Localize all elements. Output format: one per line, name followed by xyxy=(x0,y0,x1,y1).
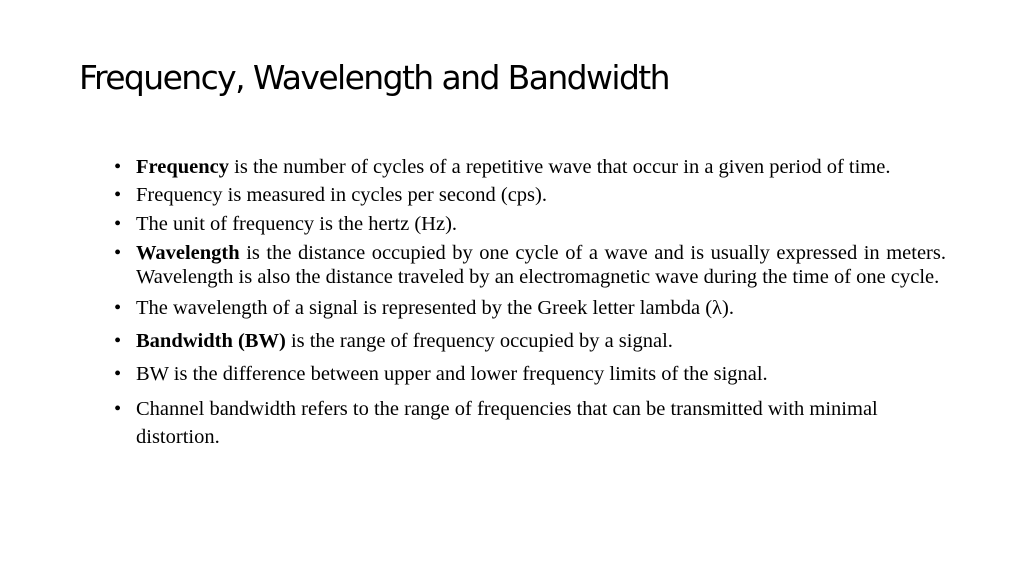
bullet-item-frequency-unit xyxy=(114,212,946,236)
bullet-text: The wavelength of a signal is represented by the Greek letter lambda (λ). xyxy=(136,297,734,319)
bullet-text: is the range of frequency occupied by a signal. xyxy=(285,330,673,352)
bullet-icon: • xyxy=(114,330,122,352)
bullet-icon: • xyxy=(114,242,122,264)
bullet-icon: • xyxy=(114,213,122,235)
bullet-item-channel-bandwidth xyxy=(114,395,946,451)
bullet-text: is the distance occupied by one cycle of a wave and is usually expressed in meters. Wavelength is also the distance traveled by an electromagnetic wave during the time of one cycle. xyxy=(136,242,946,288)
bullet-text: Channel bandwidth refers to the range of frequencies that can be transmitted with minimal distortion. xyxy=(136,398,878,448)
bullet-icon: • xyxy=(114,156,122,178)
bullet-text: Frequency is measured in cycles per second (cps). xyxy=(136,184,547,206)
bullet-item-frequency-measure xyxy=(114,183,946,207)
bullet-item-bandwidth-definition xyxy=(114,329,946,353)
bullet-text: BW is the difference between upper and lower frequency limits of the signal. xyxy=(136,363,768,385)
bullet-item-bandwidth-difference xyxy=(114,362,946,386)
bullet-list xyxy=(114,155,946,451)
bullet-text: is the number of cycles of a repetitive wave that occur in a given period of time. xyxy=(229,156,891,178)
bullet-icon: • xyxy=(114,297,122,319)
bullet-icon: • xyxy=(114,363,122,385)
slide-title: Frequency, Wavelength and Bandwidth xyxy=(79,58,669,97)
bullet-icon: • xyxy=(114,184,122,206)
bullet-term: Frequency xyxy=(136,156,230,178)
bullet-item-frequency-definition xyxy=(114,155,946,179)
bullet-term: Bandwidth (BW) xyxy=(136,330,286,352)
bullet-item-wavelength-lambda xyxy=(114,296,946,320)
bullet-term: Wavelength xyxy=(136,242,240,264)
bullet-icon: • xyxy=(114,398,122,420)
bullet-item-wavelength-definition xyxy=(114,241,946,289)
bullet-text: The unit of frequency is the hertz (Hz). xyxy=(136,213,458,235)
